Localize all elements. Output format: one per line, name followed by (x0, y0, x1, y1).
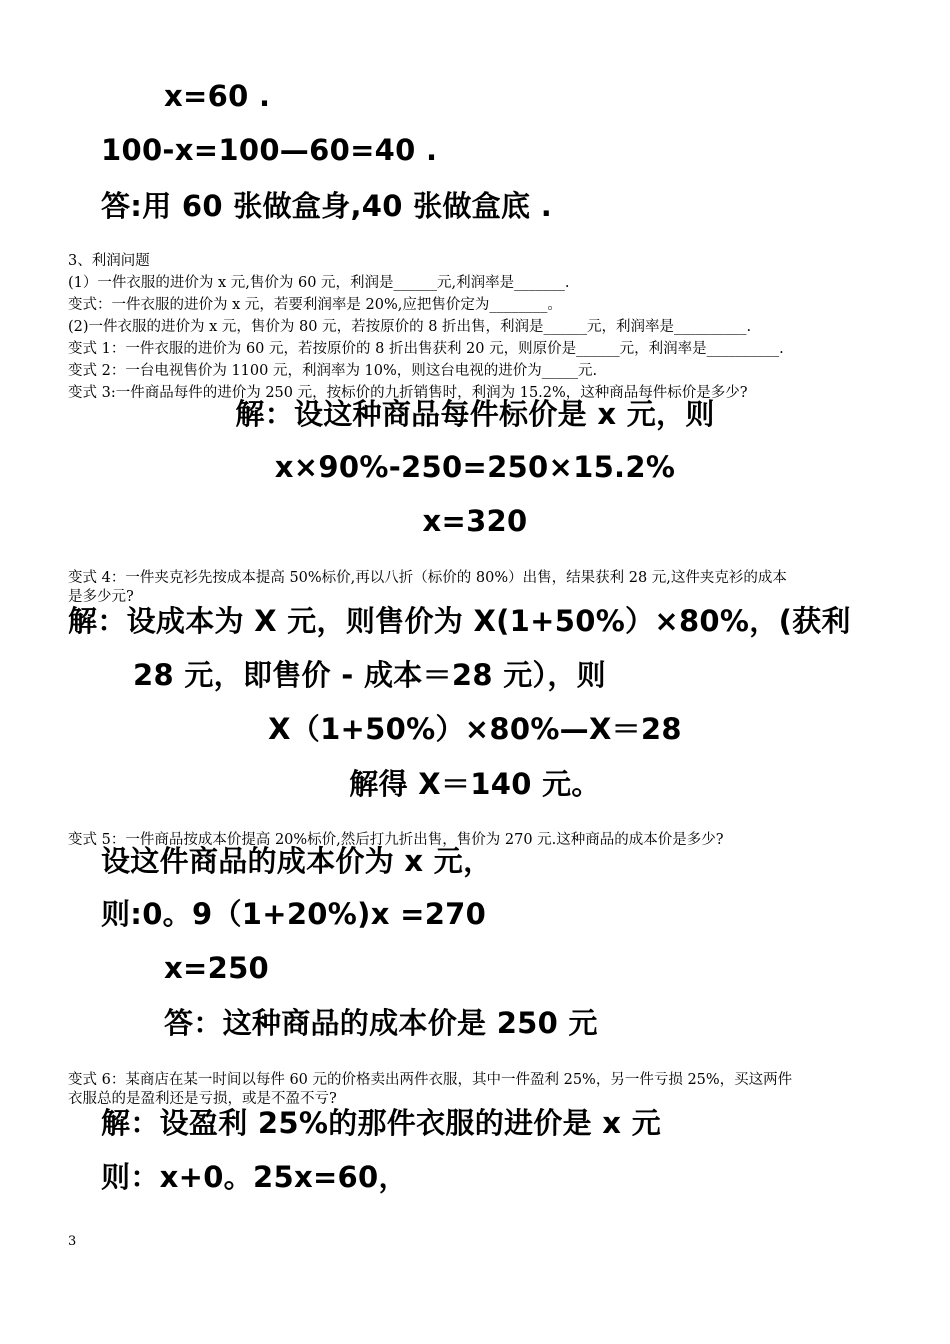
solution-equation: 则:0。9（1+20%)x =270 (101, 897, 487, 931)
solution-equation: 则：x+0。25x=60， (101, 1160, 408, 1194)
solution-line: 设这件商品的成本价为 x 元， (101, 844, 493, 878)
solution-equation: x×90%-250=250×15.2% (274, 450, 676, 484)
question-line: 衣服总的是盈利还是亏损，或是不盈不亏? (68, 1091, 337, 1107)
solution-equation: X（1+50%）×80%—X＝28 (268, 712, 682, 746)
question-line: 是多少元? (68, 589, 134, 605)
question-line: 变式 5：一件商品按成本价提高 20%标价,然后打九折出售，售价为 270 元.这种商品的成本价是多少? (68, 832, 724, 848)
solution-answer: 答：这种商品的成本价是 250 元 (164, 1006, 598, 1040)
question-line: 变式 4：一件夹克衫先按成本提高 50%标价,再以八折（标价的 80%）出售，结果获利 28 元,这件夹克衫的成本 (68, 570, 787, 586)
solution-result: 解得 X＝140 元。 (349, 767, 601, 801)
solution-line: 解：设成本为 X 元，则售价为 X(1+50%）×80%，(获利 (68, 604, 851, 638)
solution-line: 100-x=100—60=40 . (101, 133, 438, 167)
solution-answer: 答:用 60 张做盒身,40 张做盒底 . (101, 189, 553, 223)
page-number: 3 (68, 1234, 77, 1249)
solution-result: x=250 (164, 951, 270, 985)
solution-line: 解：设盈利 25%的那件衣服的进价是 x 元 (101, 1106, 662, 1140)
question-line: 变式 3:一件商品每件的进价为 250 元，按标价的九折销售时，利润为 15.2%，这种商品每件标价是多少? (68, 385, 748, 401)
question-line: 变式 2：一台电视售价为 1100 元，利润率为 10%，则这台电视的进价为_____元. (68, 363, 598, 379)
question-line: (1）一件衣服的进价为 x 元,售价为 60 元，利润是______元,利润率是_______. (68, 275, 570, 291)
question-line: 变式 1：一件衣服的进价为 60 元，若按原价的 8 折出售获利 20 元，则原价是______元，利润率是__________. (68, 341, 784, 357)
solution-line: 解：设这种商品每件标价是 x 元，则 (235, 397, 715, 431)
solution-line: x=60 . (164, 79, 271, 113)
question-line: (2)一件衣服的进价为 x 元，售价为 80 元，若按原价的 8 折出售，利润是______元，利润率是__________. (68, 319, 752, 335)
solution-line: 28 元，即售价 - 成本＝28 元），则 (133, 658, 606, 692)
question-line: 变式：一件衣服的进价为 x 元，若要利润率是 20%,应把售价定为________。 (68, 297, 562, 313)
solution-result: x=320 (422, 504, 528, 538)
section-title: 3、利润问题 (68, 253, 150, 269)
question-line: 变式 6：某商店在某一时间以每件 60 元的价格卖出两件衣服，其中一件盈利 25%，另一件亏损 25%，买这两件 (68, 1072, 793, 1088)
